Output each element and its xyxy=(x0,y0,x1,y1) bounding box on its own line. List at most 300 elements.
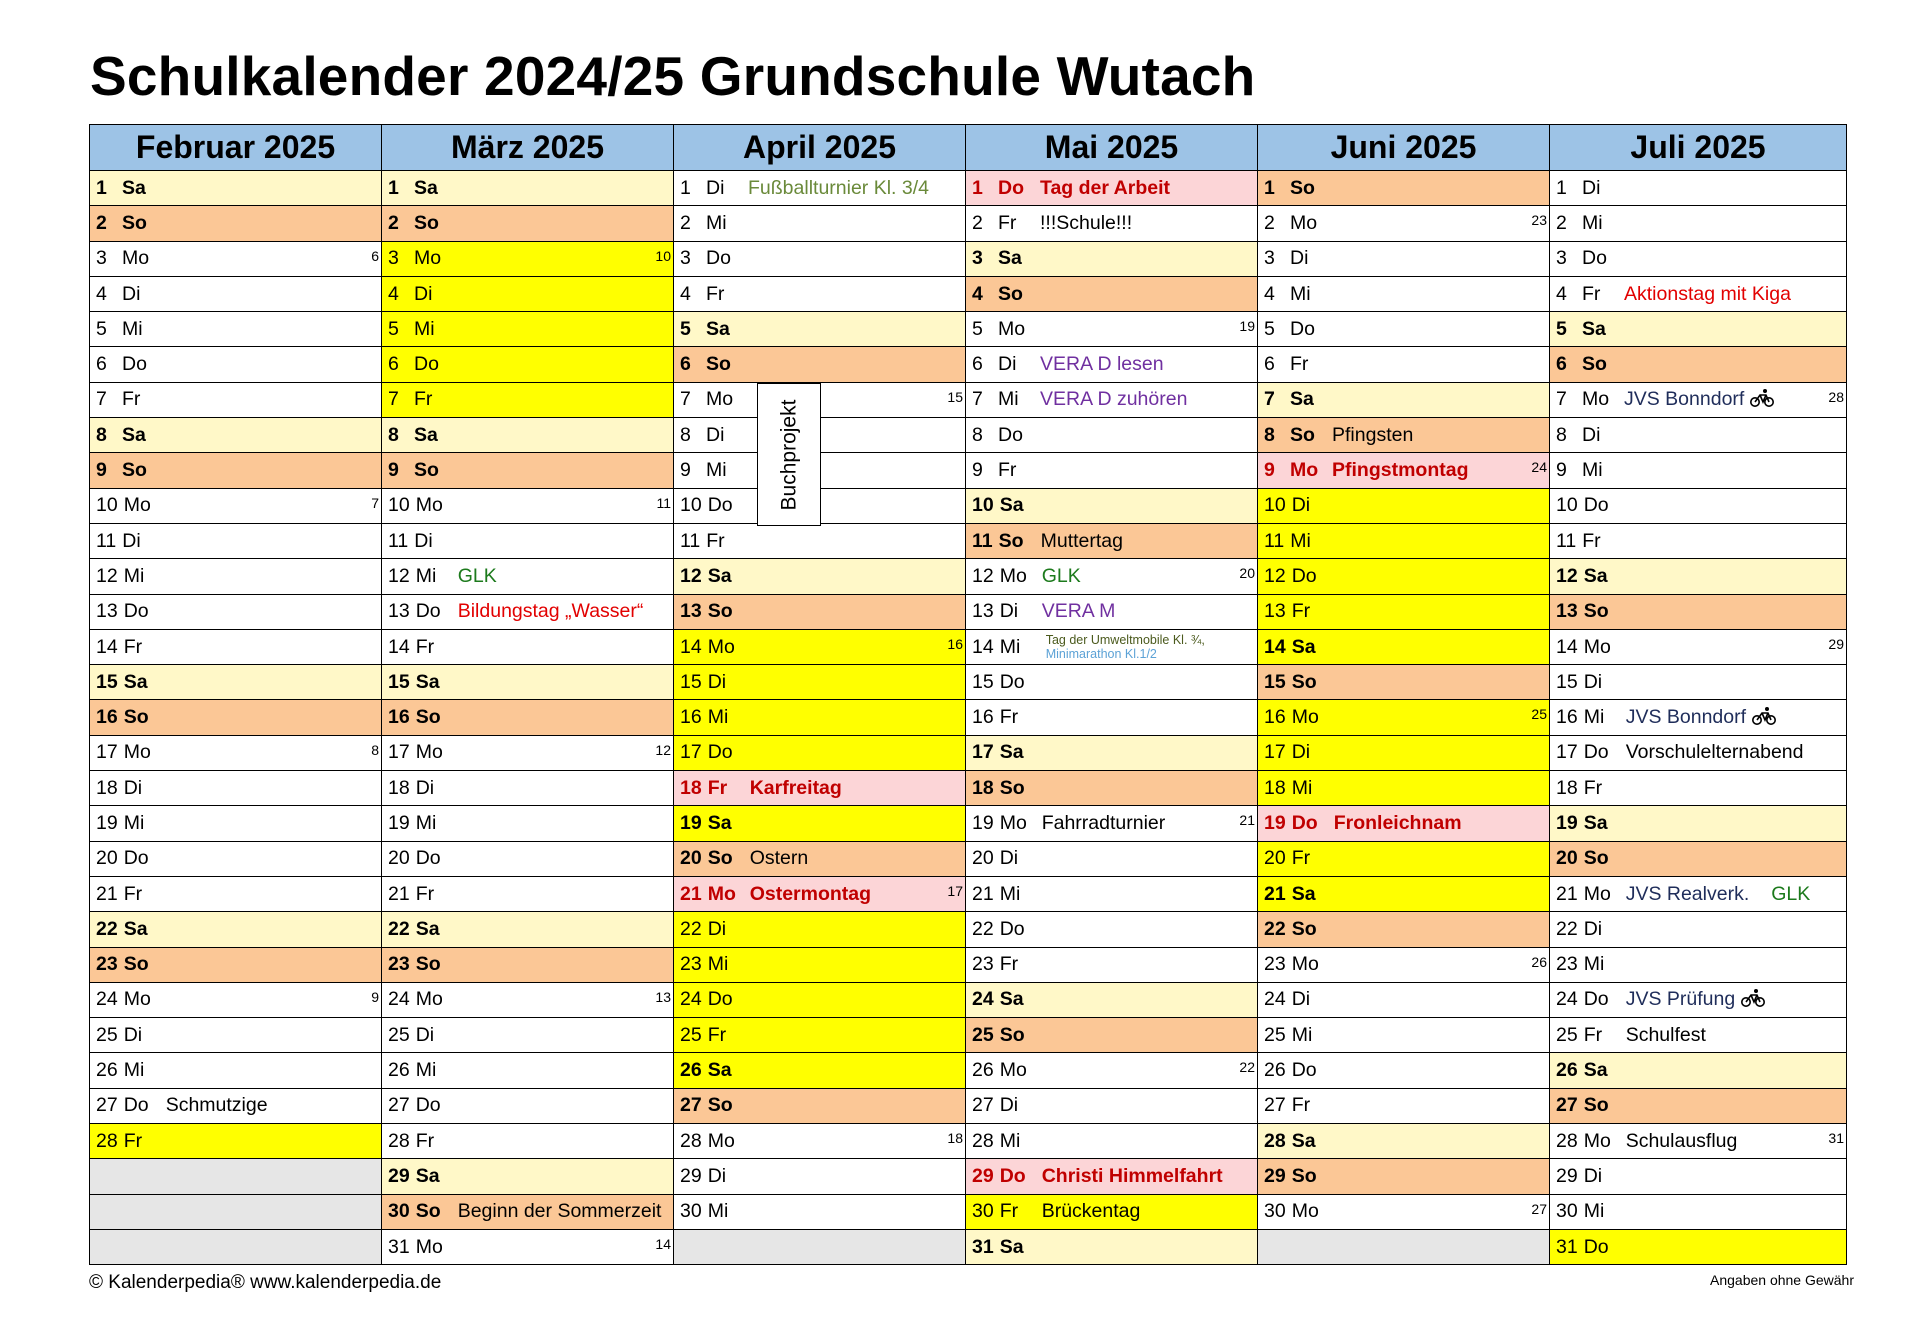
day-number: 4 xyxy=(96,282,107,305)
weekday: So xyxy=(1291,917,1317,940)
day-row xyxy=(382,700,674,735)
weekday: Do xyxy=(999,670,1025,693)
weekday: Do xyxy=(123,600,149,623)
day-row xyxy=(1258,842,1550,877)
day-number: 13 xyxy=(972,600,994,623)
day-row xyxy=(1550,806,1847,841)
day-number: 27 xyxy=(680,1094,702,1117)
day-number: 28 xyxy=(388,1129,410,1152)
weekday: Mi xyxy=(999,882,1021,905)
weekday: Do xyxy=(1291,811,1318,834)
week-number: 10 xyxy=(655,247,671,264)
day-number: 4 xyxy=(972,282,983,305)
day-row xyxy=(1258,877,1550,912)
day-row xyxy=(382,383,674,418)
day-number: 13 xyxy=(1264,600,1286,623)
day-number: 29 xyxy=(680,1164,702,1187)
weekday: So xyxy=(998,529,1024,552)
weekday: Mo xyxy=(1583,635,1611,658)
weekday: Do xyxy=(707,988,733,1011)
day-number: 4 xyxy=(680,282,691,305)
day-row xyxy=(90,736,382,771)
day-number: 8 xyxy=(388,423,399,446)
weekday: Di xyxy=(122,529,141,552)
day-row xyxy=(1258,418,1550,453)
weekday: Fr xyxy=(123,882,143,905)
weekday: Sa xyxy=(1583,811,1608,834)
day-number: 12 xyxy=(1556,564,1578,587)
weekday: Di xyxy=(415,776,435,799)
day-number: 19 xyxy=(388,811,410,834)
day-number: 28 xyxy=(96,1129,118,1152)
day-row xyxy=(90,206,382,241)
day-row xyxy=(674,559,966,594)
weekday: Mi xyxy=(706,459,727,482)
week-number: 13 xyxy=(655,988,671,1005)
event-note: Schmutzige xyxy=(165,1094,268,1117)
weekday: So xyxy=(1291,1164,1317,1187)
day-row xyxy=(90,453,382,488)
weekday: So xyxy=(415,953,441,976)
day-row xyxy=(1550,453,1847,488)
month-column xyxy=(966,125,1258,1265)
day-row xyxy=(90,1124,382,1159)
day-number: 25 xyxy=(972,1023,994,1046)
day-row xyxy=(90,877,382,912)
day-row xyxy=(382,912,674,947)
event-note: Schulausflug xyxy=(1625,1129,1738,1152)
weekday: Fr xyxy=(706,282,725,305)
day-number: 8 xyxy=(680,423,691,446)
day-row xyxy=(1258,489,1550,524)
day-number: 31 xyxy=(1556,1235,1578,1258)
day-number: 1 xyxy=(972,176,983,199)
day-number: 16 xyxy=(1264,706,1286,729)
day-row xyxy=(966,489,1258,524)
week-number: 6 xyxy=(371,247,379,264)
weekday: Mi xyxy=(415,564,437,587)
day-number: 15 xyxy=(96,670,118,693)
day-row xyxy=(1258,1053,1550,1088)
day-number: 18 xyxy=(1264,776,1286,799)
weekday: Do xyxy=(707,494,733,517)
day-number: 8 xyxy=(1264,423,1275,446)
day-row xyxy=(90,559,382,594)
day-number: 16 xyxy=(680,706,702,729)
event-note: VERA D zuhören xyxy=(1040,388,1188,411)
day-row xyxy=(674,736,966,771)
weekday: Mi xyxy=(999,635,1021,658)
day-row xyxy=(1550,771,1847,806)
weekday: Do xyxy=(1582,247,1607,270)
day-row xyxy=(1258,1089,1550,1124)
day-row xyxy=(966,1124,1258,1159)
day-number: 6 xyxy=(680,353,691,376)
day-row xyxy=(90,347,382,382)
day-number: 4 xyxy=(1264,282,1275,305)
day-number: 17 xyxy=(388,741,410,764)
day-row xyxy=(1550,347,1847,382)
day-number: 10 xyxy=(972,494,994,517)
day-row xyxy=(382,1089,674,1124)
day-row xyxy=(90,912,382,947)
day-row xyxy=(1258,1230,1550,1265)
day-row xyxy=(382,453,674,488)
weekday: Fr xyxy=(415,635,435,658)
event-note: Ostern xyxy=(749,847,809,870)
weekday: Mo xyxy=(707,882,736,905)
day-number: 22 xyxy=(1264,917,1286,940)
weekday: Di xyxy=(1583,1164,1603,1187)
month-column xyxy=(1258,125,1550,1265)
day-row xyxy=(966,242,1258,277)
day-number: 22 xyxy=(96,917,118,940)
weekday: Do xyxy=(1583,741,1609,764)
weekday: Fr xyxy=(999,1200,1019,1223)
weekday: Mi xyxy=(123,811,145,834)
weekday: Mi xyxy=(707,1200,729,1223)
day-number: 19 xyxy=(680,811,702,834)
weekday: Sa xyxy=(707,811,732,834)
day-number: 17 xyxy=(1556,741,1578,764)
weekday: Do xyxy=(122,353,147,376)
day-number: 2 xyxy=(680,211,691,234)
day-number: 15 xyxy=(1264,670,1286,693)
weekday: So xyxy=(122,211,147,234)
day-number: 20 xyxy=(388,847,410,870)
weekday: Di xyxy=(1290,247,1309,270)
day-row xyxy=(90,1018,382,1053)
buchprojekt-label xyxy=(757,383,821,526)
day-number: 22 xyxy=(972,917,994,940)
day-row xyxy=(1550,1053,1847,1088)
day-row xyxy=(966,630,1258,665)
day-row xyxy=(1550,877,1847,912)
weekday: Mo xyxy=(122,247,150,270)
day-row xyxy=(382,806,674,841)
day-row xyxy=(674,1230,966,1265)
day-number: 3 xyxy=(972,247,983,270)
day-number: 24 xyxy=(1264,988,1286,1011)
day-number: 6 xyxy=(972,353,983,376)
event-note: JVS Bonndorf xyxy=(1625,706,1747,729)
event-note: !!!Schule!!! xyxy=(1040,211,1133,234)
day-row xyxy=(1550,1230,1847,1265)
weekday: Fr xyxy=(707,776,728,799)
day-number: 1 xyxy=(1264,176,1275,199)
weekday: Sa xyxy=(123,917,148,940)
weekday: Sa xyxy=(1582,317,1606,340)
day-number: 29 xyxy=(1556,1164,1578,1187)
day-row xyxy=(90,383,382,418)
day-row xyxy=(674,983,966,1018)
day-row xyxy=(966,877,1258,912)
day-row xyxy=(674,877,966,912)
week-number: 18 xyxy=(947,1130,963,1147)
day-number: 18 xyxy=(388,776,410,799)
day-number: 5 xyxy=(680,317,691,340)
weekday: Di xyxy=(1291,741,1311,764)
weekday: Mo xyxy=(1291,1200,1319,1223)
event-note-line: Minimarathon Kl.1/2 xyxy=(1045,647,1157,661)
day-row xyxy=(966,453,1258,488)
weekday: Fr xyxy=(415,882,435,905)
weekday: Mi xyxy=(414,317,435,340)
weekday: Mo xyxy=(999,1059,1027,1082)
day-number: 6 xyxy=(388,353,399,376)
day-number: 3 xyxy=(1556,247,1567,270)
day-number: 9 xyxy=(96,459,107,482)
weekday: Mo xyxy=(706,388,734,411)
day-row xyxy=(90,418,382,453)
day-number: 19 xyxy=(1556,811,1578,834)
day-number: 26 xyxy=(388,1059,410,1082)
day-number: 18 xyxy=(680,776,702,799)
day-row xyxy=(382,983,674,1018)
day-row xyxy=(966,700,1258,735)
day-row xyxy=(674,312,966,347)
day-number: 27 xyxy=(388,1094,410,1117)
day-number: 31 xyxy=(388,1235,410,1258)
day-row xyxy=(1550,1018,1847,1053)
weekday: Di xyxy=(1582,176,1601,199)
day-row xyxy=(966,736,1258,771)
weekday: Do xyxy=(999,1164,1026,1187)
week-number: 25 xyxy=(1531,706,1547,723)
day-number: 30 xyxy=(1264,1200,1286,1223)
event-note: JVS Realverk. xyxy=(1625,882,1750,905)
week-number: 9 xyxy=(371,988,379,1005)
day-row xyxy=(1258,665,1550,700)
day-row xyxy=(1258,1195,1550,1230)
day-number: 2 xyxy=(388,211,399,234)
weekday: So xyxy=(999,776,1025,799)
weekday: Sa xyxy=(1583,564,1608,587)
day-number: 12 xyxy=(96,564,118,587)
day-number: 30 xyxy=(388,1200,410,1223)
month-header: Juni 2025 xyxy=(1258,125,1550,171)
day-row xyxy=(966,595,1258,630)
day-row xyxy=(674,842,966,877)
day-number: 3 xyxy=(1264,247,1275,270)
day-number: 1 xyxy=(680,176,691,199)
day-number: 21 xyxy=(680,882,702,905)
bicycle-icon xyxy=(1752,706,1776,730)
weekday: Mo xyxy=(1291,953,1319,976)
day-number: 24 xyxy=(96,988,118,1011)
weekday: Do xyxy=(1583,1235,1609,1258)
day-row xyxy=(674,1018,966,1053)
weekday: So xyxy=(1583,1094,1609,1117)
day-number: 5 xyxy=(1264,317,1275,340)
day-number: 11 xyxy=(1264,529,1285,552)
weekday: Mi xyxy=(415,1059,437,1082)
day-row xyxy=(1550,1159,1847,1194)
day-number: 19 xyxy=(972,811,994,834)
day-row xyxy=(966,559,1258,594)
event-note: GLK xyxy=(1771,882,1811,905)
day-row xyxy=(382,877,674,912)
month-header: Juli 2025 xyxy=(1550,125,1847,171)
event-note: Bildungstag „Wasser“ xyxy=(457,600,644,623)
weekday: Mo xyxy=(414,247,442,270)
day-number: 17 xyxy=(680,741,702,764)
weekday: Fr xyxy=(1582,529,1601,552)
weekday: Fr xyxy=(999,953,1019,976)
day-number: 24 xyxy=(680,988,702,1011)
day-row xyxy=(90,806,382,841)
weekday: Fr xyxy=(998,459,1017,482)
day-row xyxy=(1258,948,1550,983)
day-row xyxy=(966,383,1258,418)
day-row xyxy=(382,771,674,806)
weekday: Di xyxy=(414,282,433,305)
day-row xyxy=(1258,1159,1550,1194)
weekday: Sa xyxy=(415,1164,440,1187)
month-header: Februar 2025 xyxy=(90,125,382,171)
day-number: 13 xyxy=(1556,600,1578,623)
day-number: 19 xyxy=(1264,811,1286,834)
day-number: 7 xyxy=(1556,388,1567,411)
day-row xyxy=(1258,383,1550,418)
day-row xyxy=(1258,277,1550,312)
day-row xyxy=(1550,736,1847,771)
week-number: 17 xyxy=(947,882,963,899)
day-number: 5 xyxy=(972,317,983,340)
day-number: 20 xyxy=(96,847,118,870)
weekday: So xyxy=(707,847,733,870)
weekday: Do xyxy=(998,423,1023,446)
day-row xyxy=(1550,489,1847,524)
weekday: Di xyxy=(707,1164,727,1187)
day-row xyxy=(1550,665,1847,700)
weekday: Mi xyxy=(1582,459,1603,482)
weekday: Mi xyxy=(706,211,727,234)
day-number: 7 xyxy=(388,388,399,411)
day-row xyxy=(674,1053,966,1088)
day-row xyxy=(966,1159,1258,1194)
day-number: 10 xyxy=(1264,494,1286,517)
weekday: Sa xyxy=(1291,1129,1316,1152)
event-note-line: Tag der Umweltmobile Kl. ¾, xyxy=(1045,633,1205,647)
day-number: 20 xyxy=(1264,847,1286,870)
day-number: 2 xyxy=(1556,211,1567,234)
day-row xyxy=(382,842,674,877)
weekday: Fr xyxy=(1582,282,1601,305)
day-row xyxy=(1258,559,1550,594)
day-row xyxy=(1258,700,1550,735)
day-number: 18 xyxy=(96,776,118,799)
day-number: 7 xyxy=(680,388,691,411)
day-number: 8 xyxy=(96,423,107,446)
week-number: 28 xyxy=(1828,388,1844,405)
day-row xyxy=(1550,171,1847,206)
weekday: So xyxy=(1582,353,1607,376)
day-row xyxy=(382,665,674,700)
day-number: 18 xyxy=(972,776,994,799)
weekday: Sa xyxy=(707,564,732,587)
day-row xyxy=(90,489,382,524)
week-number: 14 xyxy=(655,1235,671,1252)
day-number: 14 xyxy=(680,635,702,658)
day-number: 22 xyxy=(680,917,702,940)
day-number: 30 xyxy=(972,1200,994,1223)
weekday: So xyxy=(1291,670,1317,693)
day-number: 20 xyxy=(972,847,994,870)
weekday: Do xyxy=(1583,988,1609,1011)
weekday: Sa xyxy=(998,247,1022,270)
weekday: Sa xyxy=(999,988,1024,1011)
day-row xyxy=(966,277,1258,312)
week-number: 29 xyxy=(1828,635,1844,652)
weekday: So xyxy=(707,600,733,623)
weekday: So xyxy=(999,1023,1025,1046)
day-number: 8 xyxy=(1556,423,1567,446)
day-row xyxy=(674,630,966,665)
day-row xyxy=(966,1018,1258,1053)
day-row xyxy=(1258,1124,1550,1159)
day-number: 13 xyxy=(388,600,410,623)
event-note: Tag der Arbeit xyxy=(1040,176,1171,199)
day-row xyxy=(90,524,382,559)
day-row xyxy=(1550,983,1847,1018)
weekday: Do xyxy=(999,917,1025,940)
day-number: 7 xyxy=(972,388,983,411)
weekday: Mo xyxy=(123,741,151,764)
day-number: 16 xyxy=(96,706,118,729)
week-number: 19 xyxy=(1239,318,1255,335)
day-number: 7 xyxy=(1264,388,1275,411)
day-number: 21 xyxy=(96,882,118,905)
weekday: Do xyxy=(1290,317,1315,340)
day-row xyxy=(966,806,1258,841)
weekday: Sa xyxy=(122,176,146,199)
day-row xyxy=(1258,171,1550,206)
day-row xyxy=(1258,206,1550,241)
day-row xyxy=(966,771,1258,806)
day-row xyxy=(966,1053,1258,1088)
week-number: 24 xyxy=(1531,459,1547,476)
weekday: Di xyxy=(1291,988,1311,1011)
event-note: GLK xyxy=(457,564,497,587)
event-note: Christi Himmelfahrt xyxy=(1041,1164,1223,1187)
weekday: Fr xyxy=(1291,847,1311,870)
day-number: 2 xyxy=(96,211,107,234)
day-number: 23 xyxy=(1264,953,1286,976)
day-row xyxy=(382,1159,674,1194)
weekday: Mo xyxy=(998,317,1026,340)
weekday: Sa xyxy=(999,741,1024,764)
weekday: Mo xyxy=(415,741,443,764)
weekday: Di xyxy=(123,776,143,799)
day-number: 30 xyxy=(680,1200,702,1223)
weekday: Di xyxy=(707,670,727,693)
day-number: 23 xyxy=(1556,953,1578,976)
day-number: 18 xyxy=(1556,776,1578,799)
weekday: So xyxy=(414,211,439,234)
day-row xyxy=(1550,524,1847,559)
day-row xyxy=(966,171,1258,206)
day-row xyxy=(674,242,966,277)
day-row xyxy=(966,983,1258,1018)
week-number: 27 xyxy=(1531,1200,1547,1217)
day-row xyxy=(1550,383,1847,418)
day-row xyxy=(966,347,1258,382)
day-number: 17 xyxy=(972,741,994,764)
day-number: 3 xyxy=(96,247,107,270)
day-row xyxy=(966,842,1258,877)
month-column xyxy=(382,125,674,1265)
